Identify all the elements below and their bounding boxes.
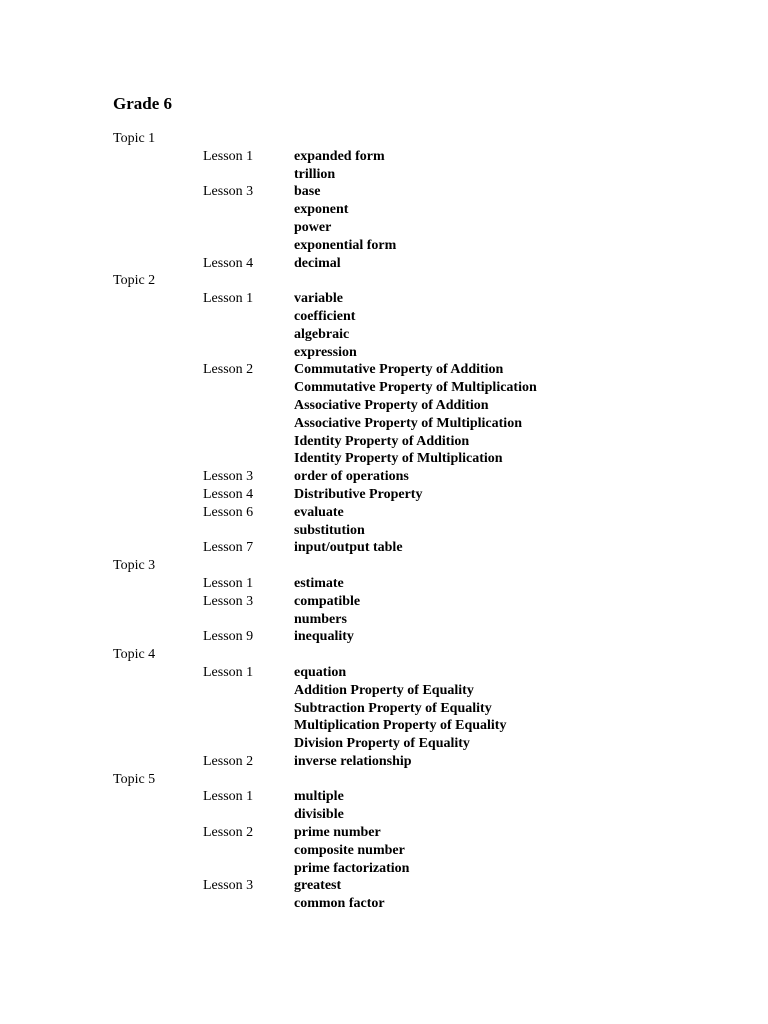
vocab-line [113,468,713,486]
topic-label: Topic 3 [113,558,156,574]
grade-title: Grade 6 [113,94,173,113]
vocabulary-term: trillion [294,166,336,182]
vocab-line [113,717,713,735]
lesson-label: Lesson 2 [203,753,254,769]
vocabulary-term: Distributive Property [294,486,423,502]
vocabulary-term: expression [294,344,357,360]
vocab-line [113,486,713,504]
vocabulary-term: Division Property of Equality [294,736,470,752]
lesson-label: Lesson 2 [203,825,254,841]
vocab-line [113,806,713,824]
topic-list [113,130,713,913]
vocabulary-term: base [294,184,321,200]
lesson-label: Lesson 2 [203,362,254,378]
vocab-line [113,183,713,201]
vocabulary-term: prime number [294,825,381,841]
vocab-line [113,860,713,878]
topic-label: Topic 1 [113,131,156,146]
vocab-line [113,326,713,344]
vocab-line [113,824,713,842]
vocabulary-term: algebraic [294,326,350,342]
vocabulary-term: prime factorization [294,860,410,876]
vocab-line [113,593,713,611]
vocabulary-term: input/output table [294,540,403,556]
topic-section [113,646,713,771]
vocab-line [113,664,713,682]
topic-label: Topic 5 [113,771,156,787]
lesson-label: Lesson 7 [203,540,254,556]
vocab-line [113,611,713,629]
topic-label: Topic 4 [113,647,156,663]
vocab-line [113,219,713,237]
vocab-line [113,397,713,415]
vocabulary-term: Subtraction Property of Equality [294,700,492,716]
vocab-line [113,148,713,166]
lesson-label: Lesson 3 [203,593,254,609]
vocab-line [113,255,713,273]
vocab-line [113,166,713,184]
lesson-label: Lesson 9 [203,629,254,645]
vocabulary-term: greatest [294,878,342,894]
vocabulary-term: power [294,219,332,235]
lesson-label: Lesson 1 [203,664,254,680]
vocabulary-term: Commutative Property of Addition [294,362,504,378]
topic-section [113,130,713,272]
vocabulary-term: estimate [294,575,344,591]
vocabulary-term: compatible [294,593,361,609]
vocabulary-term: Identity Property of Multiplication [294,451,503,467]
vocabulary-term: variable [294,291,343,307]
vocab-line [113,433,713,451]
vocabulary-term: evaluate [294,504,344,520]
topic-label: Topic 2 [113,273,156,289]
lesson-label: Lesson 1 [203,291,254,307]
lesson-label: Lesson 3 [203,878,254,894]
vocabulary-term: Commutative Property of Multiplication [294,380,537,396]
vocab-line [113,788,713,806]
lesson-label: Lesson 1 [203,789,254,805]
vocabulary-term: order of operations [294,469,409,485]
lesson-label: Lesson 1 [203,575,254,591]
vocabulary-term: composite number [294,842,405,858]
vocab-line [113,539,713,557]
vocab-line [113,201,713,219]
lesson-label: Lesson 3 [203,184,254,200]
vocab-line [113,877,713,895]
lesson-label: Lesson 4 [203,255,254,271]
vocabulary-term: inequality [294,629,354,645]
vocabulary-term: Associative Property of Addition [294,397,489,413]
vocabulary-term: inverse relationship [294,753,412,769]
vocabulary-term: decimal [294,255,341,271]
vocabulary-term: equation [294,664,347,680]
vocab-line [113,522,713,540]
vocab-line [113,753,713,771]
vocab-line [113,895,713,913]
vocabulary-term: Identity Property of Addition [294,433,470,449]
vocabulary-term: exponential form [294,237,397,253]
vocabulary-term: divisible [294,807,344,823]
vocabulary-term: exponent [294,202,349,218]
topic-section [113,771,713,913]
lesson-label: Lesson 1 [203,148,254,164]
vocab-line [113,842,713,860]
vocabulary-term: Addition Property of Equality [294,682,474,698]
vocabulary-term: expanded form [294,148,385,164]
vocab-line [113,628,713,646]
vocabulary-term: common factor [294,896,385,912]
document-page [113,93,713,913]
vocab-line [113,415,713,433]
vocab-line [113,361,713,379]
vocab-line [113,290,713,308]
vocabulary-term: multiple [294,789,344,805]
vocabulary-term: Multiplication Property of Equality [294,718,507,734]
vocab-line [113,308,713,326]
vocab-line [113,237,713,255]
vocab-line [113,504,713,522]
vocab-line [113,682,713,700]
lesson-label: Lesson 4 [203,486,254,502]
topic-section [113,557,713,646]
lesson-label: Lesson 6 [203,504,254,520]
vocab-line [113,344,713,362]
vocab-line [113,450,713,468]
vocab-line [113,700,713,718]
vocabulary-term: substitution [294,522,365,538]
lesson-label: Lesson 3 [203,469,254,485]
vocab-line [113,735,713,753]
topic-section [113,272,713,557]
vocabulary-term: Associative Property of Multiplication [294,415,522,431]
vocab-line [113,575,713,593]
vocabulary-term: coefficient [294,308,356,324]
vocabulary-term: numbers [294,611,347,627]
vocab-line [113,379,713,397]
